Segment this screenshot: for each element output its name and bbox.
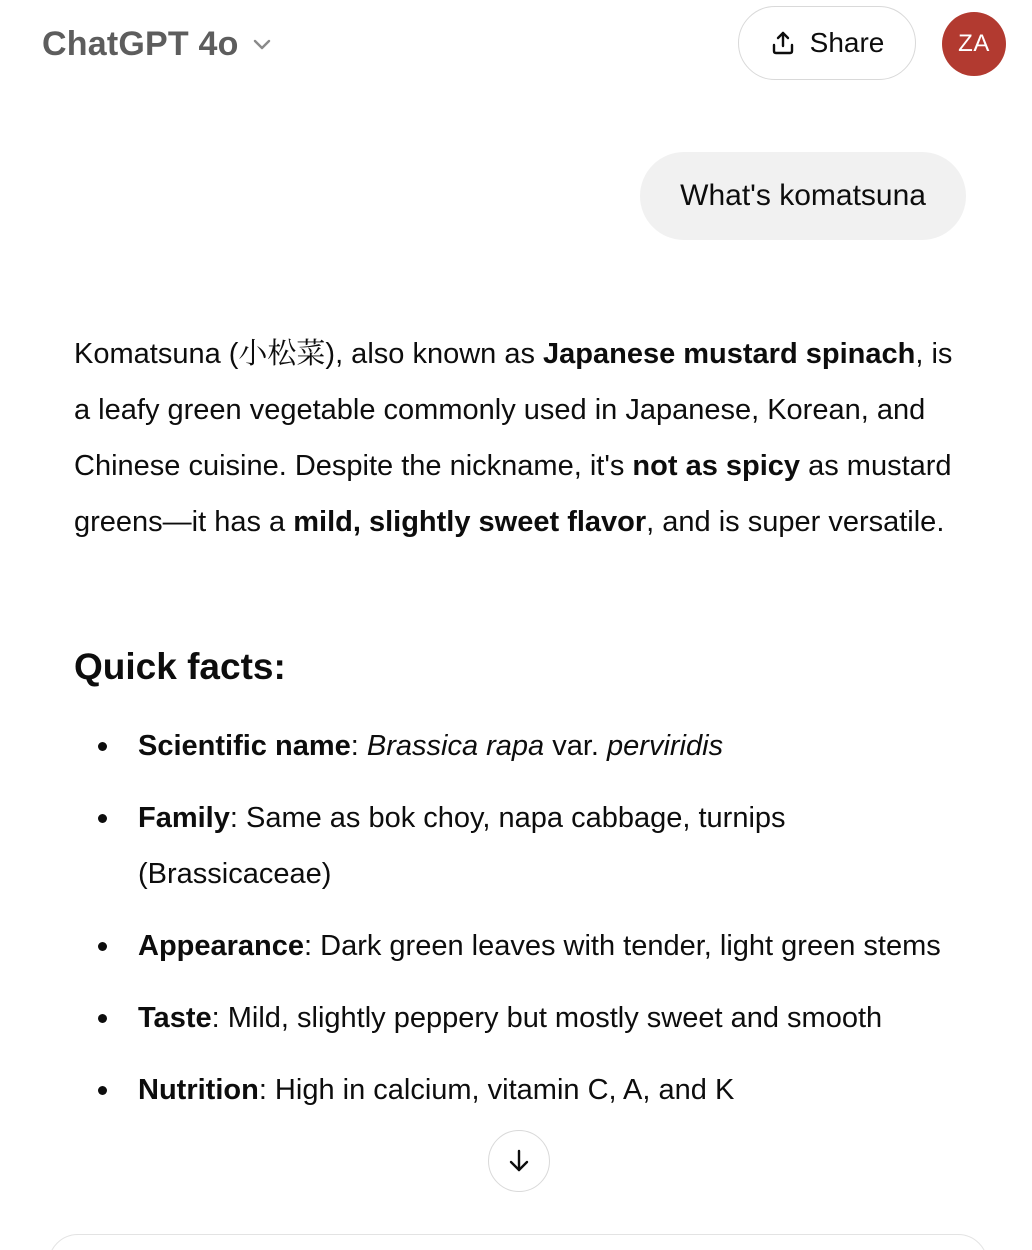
bullet-dot — [98, 814, 107, 823]
intro-paragraph — [74, 326, 964, 550]
intro-bold-3: mild, slightly sweet flavor — [293, 506, 647, 538]
bullet-dot — [98, 1014, 107, 1023]
fact-text: : High in calcium, vitamin C, A, and K — [258, 1074, 735, 1106]
intro-bold-2: not as spicy — [632, 450, 801, 482]
top-bar — [0, 0, 1032, 90]
fact-nutrition — [74, 1062, 964, 1118]
intro-text-1: Komatsuna (小松菜), also known as — [74, 338, 544, 370]
fact-separator: : — [350, 730, 367, 762]
fact-taste — [74, 990, 964, 1046]
fact-var: var. — [544, 730, 608, 762]
scroll-to-bottom-button[interactable] — [488, 1130, 550, 1192]
user-message-bubble — [640, 152, 966, 240]
fact-label: Taste — [138, 1002, 212, 1034]
model-name: ChatGPT 4o — [42, 24, 239, 63]
bullet-dot — [98, 942, 107, 951]
fact-label: Scientific name — [138, 730, 351, 762]
quick-facts-heading: Quick facts: — [74, 646, 286, 687]
bullet-dot — [98, 1086, 107, 1095]
fact-family — [74, 790, 964, 902]
intro-bold-1: Japanese mustard spinach — [543, 338, 916, 370]
composer-input-edge[interactable] — [48, 1234, 988, 1250]
fact-scientific-name — [74, 718, 964, 774]
fact-text: : Dark green leaves with tender, light green stems — [304, 930, 941, 962]
intro-text-2: , is a leafy green vegetable commonly used in Japanese, Korean, and Chinese cuisine. Despite the nickname, it's — [74, 338, 953, 482]
fact-italic-variety: perviridis — [607, 730, 724, 762]
share-upload-icon — [770, 30, 796, 56]
avatar[interactable]: ZA — [942, 12, 1006, 76]
chevron-down-icon — [251, 33, 273, 55]
intro-text-3: as mustard greens—it has a — [74, 450, 952, 538]
share-label: Share — [809, 27, 885, 58]
fact-text: : Same as bok choy, napa cabbage, turnips (Brassicaceae) — [138, 802, 786, 890]
fact-label: Nutrition — [138, 1074, 259, 1106]
fact-appearance — [74, 918, 964, 974]
model-switcher[interactable] — [42, 22, 273, 66]
fact-italic-genus: Brassica rapa — [366, 730, 545, 762]
share-button[interactable] — [738, 6, 916, 80]
bullet-dot — [98, 742, 107, 751]
fact-label: Appearance — [138, 930, 305, 962]
user-message-text: What's komatsuna — [680, 179, 926, 212]
arrow-down-icon — [505, 1147, 533, 1175]
intro-text-4: , and is super versatile. — [646, 506, 945, 538]
fact-label: Family — [138, 802, 230, 834]
fact-text: : Mild, slightly peppery but mostly sweet and smooth — [211, 1002, 883, 1034]
quick-facts-list — [74, 718, 964, 1134]
assistant-message — [74, 326, 964, 1106]
